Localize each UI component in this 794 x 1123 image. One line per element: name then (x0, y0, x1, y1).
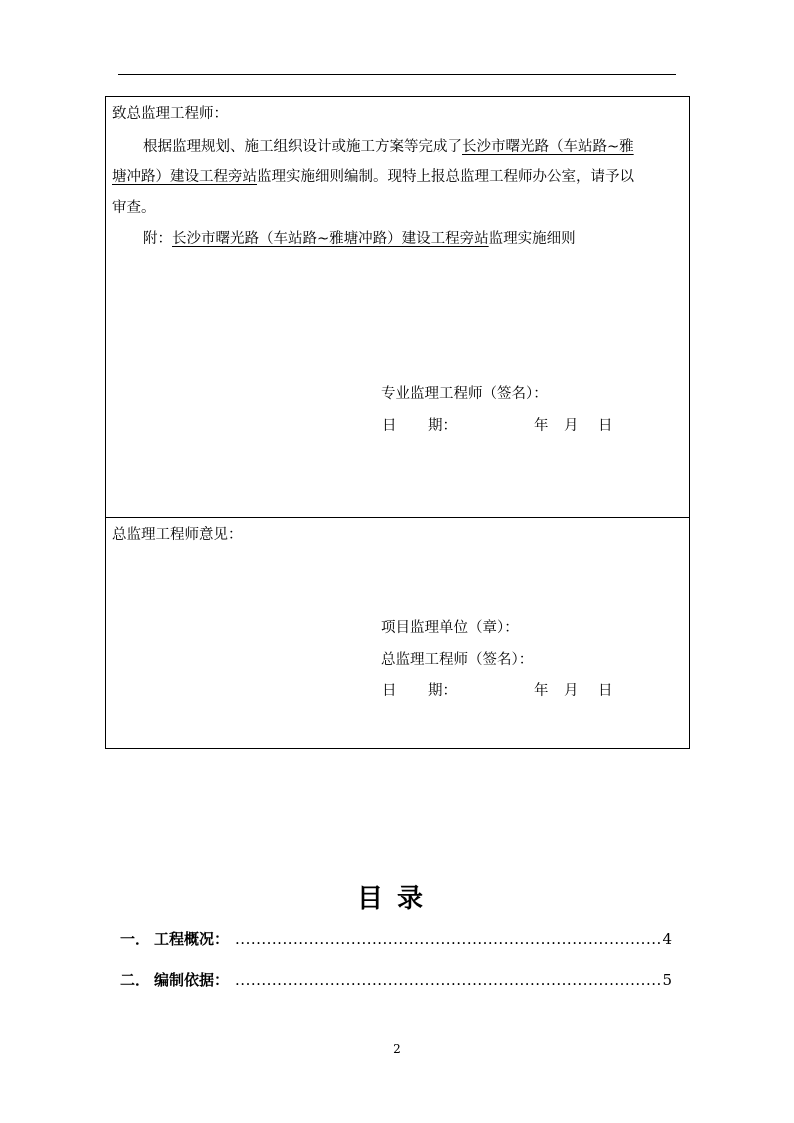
date-label-part-2: 期： (428, 418, 457, 434)
section-divider (106, 517, 689, 518)
body-line-3: 审查。 (112, 200, 156, 216)
attachment-title: 长沙市曙光路（车站路~雅塘冲路）建设工程旁站 (172, 231, 489, 247)
date-year: 年 (534, 418, 549, 434)
toc-dot-leader (235, 971, 660, 989)
date-month: 月 (564, 418, 579, 434)
body-suffix: 监理实施细则编制。现特上报总监理工程师办公室，请予以 (257, 169, 634, 185)
date-label-part-1: 日 (382, 418, 397, 434)
date-day: 日 (598, 683, 613, 699)
toc-entry[interactable] (120, 969, 672, 989)
opinion-label: 总监理工程师意见： (112, 527, 243, 543)
approval-form (105, 96, 690, 749)
to-line: 致总监理工程师： (112, 106, 228, 122)
date-day: 日 (598, 418, 613, 434)
project-name-part-2: 塘冲路）建设工程旁站 (112, 169, 257, 185)
chief-signature-label: 总监理工程师（签名）： (381, 652, 534, 668)
engineer-signature-label: 专业监理工程师（签名）： (381, 386, 548, 402)
toc-entry-page: 5 (662, 971, 672, 989)
toc-entry-label: 编制依据： (154, 971, 230, 989)
date-year: 年 (534, 683, 549, 699)
attachment-line (143, 230, 576, 248)
page-number: 2 (393, 1042, 401, 1056)
body-prefix: 根据监理规划、施工组织设计或施工方案等完成了 (143, 139, 462, 155)
header-rule (118, 74, 676, 75)
toc-entry[interactable] (120, 928, 672, 948)
toc-entry-page: 4 (662, 930, 672, 948)
project-name-part-1: 长沙市曙光路（车站路~雅 (462, 139, 634, 155)
toc-title: 目录 (356, 884, 437, 914)
toc-entry-label: 工程概况： (154, 930, 230, 948)
body-line-2 (112, 168, 634, 186)
date-label-part-1: 日 (382, 683, 397, 699)
toc-entry-number: 二． (120, 971, 151, 989)
date-month: 月 (564, 683, 579, 699)
attachment-suffix: 监理实施细则 (488, 231, 576, 247)
date-label-part-2: 期： (428, 683, 457, 699)
unit-stamp-label: 项目监理单位（章）： (381, 620, 519, 636)
toc-entry-number: 一． (120, 930, 151, 948)
attachment-prefix: 附： (143, 231, 172, 247)
body-line-1 (143, 138, 634, 156)
toc-dot-leader (235, 930, 660, 948)
